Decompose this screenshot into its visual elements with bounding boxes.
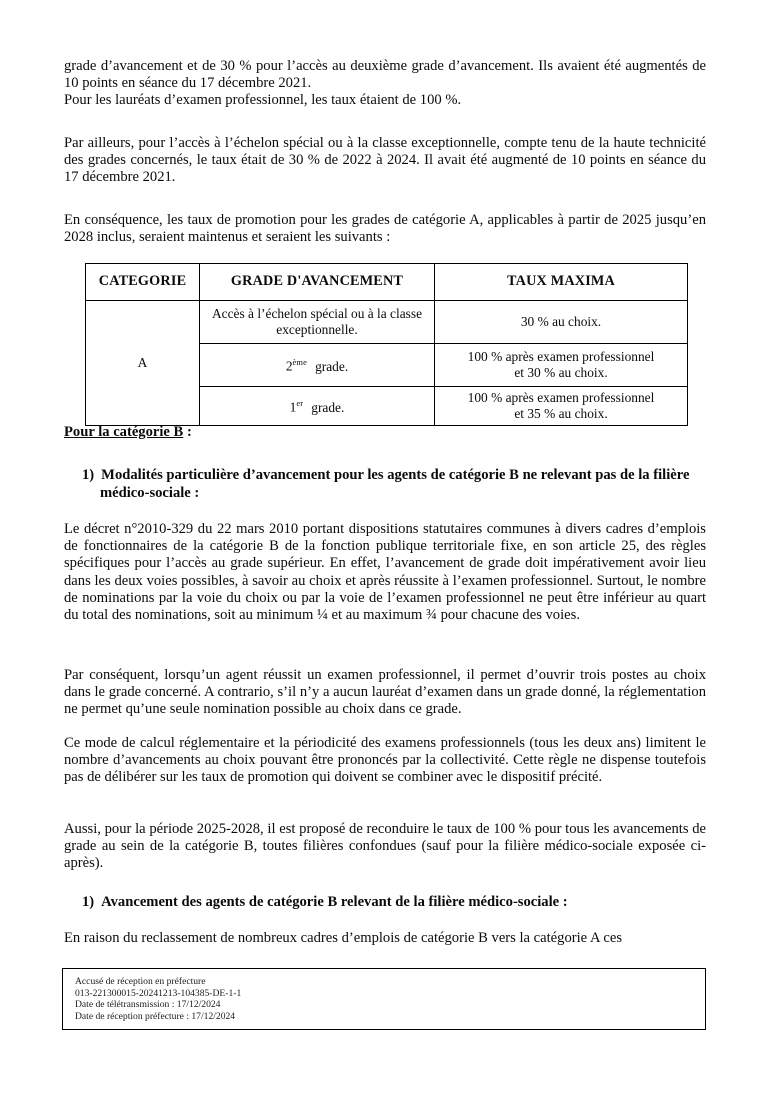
section-heading-categorie-b — [64, 424, 706, 441]
numbered-item-1-number: 1) — [82, 467, 95, 483]
paragraph-decret-2010-329: Le décret n°2010-329 du 22 mars 2010 portant dispositions statutaires communes à divers cadres d’emplois de fonctionnaires de la catégorie B de la fonction publique territoriale fixe, en son article 25, des règles spécifiques pour l’accès au grade supérieur. En effet, l’avancement de grade doit impérativement avoir lieu dans les deux voies possibles, à savoir au choix et après réussite à l’examen professionnel. Surtout, le nombre de nominations par la voie du choix ou par la voie de l’examen professionnel ne peut être inférieur au quart du total des nominations, soit au minimum ¼ et au maximum ¾ pour chacune des voies. — [64, 521, 706, 624]
numbered-item-2-wrapper — [64, 894, 706, 912]
paragraph-mode-de-calcul: Ce mode de calcul réglementaire et la périodicité des examens professionnels (tous les deux ans) limitent le nombre d’avancements au choix pouvant être prononcés par la collectivité. Cette règle ne dispense toutefois pas de délibérer sur les taux de promotion qui doivent se combiner avec le dispositif précité. — [64, 735, 706, 786]
document-body-par-ailleurs — [64, 135, 706, 187]
paragraph-en-raison-reclassement: En raison du reclassement de nombreux cadres d’emplois de catégorie B vers la catégorie A ces — [64, 930, 623, 946]
table-row — [86, 301, 688, 344]
grade-superscript-er: er — [296, 399, 304, 409]
table-cell-taux-echelon-special: 30 % au choix. — [435, 301, 688, 344]
grade-number-1: 1 — [289, 399, 297, 415]
table-header-taux-maxima: TAUX MAXIMA — [435, 264, 688, 301]
stamp-line-teletransmission: Date de télétransmission : 17/12/2024 — [75, 999, 221, 1011]
promotion-rates-table — [85, 263, 688, 426]
numbered-item-1-wrapper — [64, 467, 706, 502]
paragraph-en-consequence: En conséquence, les taux de promotion pour les grades de catégorie A, applicables à partir de 2025 jusqu’en 2028 inclus, seraient maintenus et seraient les suivants : — [64, 212, 706, 246]
table-header-row — [86, 264, 688, 301]
document-body-en-consequence — [64, 212, 706, 246]
paragraph-par-consequent-wrapper — [64, 667, 706, 719]
grade-number-2: 2 — [285, 358, 293, 374]
grade-superscript-eme: ème — [292, 358, 308, 368]
numbered-item-1-text: Modalités particulière d’avancement pour les agents de catégorie B ne relevant pas de la filière médico-sociale : — [100, 467, 690, 501]
paragraph-par-ailleurs: Par ailleurs, pour l’accès à l’échelon spécial ou à la classe exceptionnelle, compte tenu de la haute technicité des grades concernés, le taux était de 30 % de 2022 à 2024. Il avait été augmenté de 10 points en séance du 17 décembre 2021. — [64, 135, 706, 186]
taux-2eme-line1: 100 % après examen professionnel — [467, 349, 655, 365]
table-header-grade-avancement: GRADE D'AVANCEMENT — [200, 264, 435, 301]
taux-2eme-line2: et 30 % au choix. — [514, 365, 608, 380]
paragraph-laureats-examen: Pour les lauréats d’examen professionnel, les taux étaient de 100 %. — [64, 92, 462, 109]
stamp-line-accuse: Accusé de réception en préfecture — [75, 976, 206, 987]
table-cell-taux-1er — [435, 387, 688, 426]
numbered-item-2-text: Avancement des agents de catégorie B relevant de la filière médico-sociale : — [101, 894, 568, 910]
section-heading-suffix: : — [183, 424, 192, 440]
numbered-item-1 — [64, 467, 706, 502]
paragraph-grade-avancement: grade d’avancement et de 30 % pour l’accès au deuxième grade d’avancement. Ils avaient été augmentés de 10 points en séance du 17 décembre 2021. — [64, 58, 706, 92]
paragraph-aussi-periode: Aussi, pour la période 2025-2028, il est proposé de reconduire le taux de 100 % pour tous les avancements de grade au sein de la catégorie B, toutes filières confondues (sauf pour la filière médico-sociale exposée ci-après). — [64, 821, 706, 872]
paragraph-decret-wrapper — [64, 521, 706, 624]
taux-1er-line2: et 35 % au choix. — [514, 406, 608, 421]
table-cell-grade-1er — [200, 387, 435, 426]
paragraph-par-consequent: Par conséquent, lorsqu’un agent réussit un examen professionnel, il permet d’ouvrir trois postes au choix dans le grade concerné. A contrario, s’il n’y a aucun lauréat d’examen dans un grade donné, la réglementation ne permet qu’une seule nomination possible au choix dans ce grade. — [64, 667, 706, 718]
prefecture-receipt-stamp — [62, 968, 706, 1030]
section-heading-categorie-b-wrapper — [64, 424, 706, 441]
grade-word-1er: grade. — [311, 399, 345, 415]
table-cell-taux-2eme — [435, 344, 688, 387]
table-cell-grade-echelon-special: Accès à l’échelon spécial ou à la classe exceptionnelle. — [200, 301, 435, 344]
table-cell-category-a: A — [86, 301, 200, 426]
stamp-line-reference: 013-221300015-20241213-104385-DE-1-1 — [75, 987, 242, 999]
promotion-rates-table-wrapper — [85, 263, 687, 426]
stamp-line-reception: Date de réception préfecture : 17/12/2024 — [75, 1010, 236, 1022]
document-body-top — [64, 58, 706, 110]
table-header-categorie: CATEGORIE — [86, 264, 200, 301]
numbered-item-2-number: 1) — [82, 894, 95, 910]
paragraph-aussi-wrapper — [64, 821, 706, 873]
table-cell-grade-2eme — [200, 344, 435, 387]
paragraph-mode-calcul-wrapper — [64, 735, 706, 787]
section-heading-label: Pour la catégorie B — [64, 424, 184, 440]
grade-word-2eme: grade. — [315, 358, 349, 374]
taux-1er-line1: 100 % après examen professionnel — [467, 390, 655, 406]
numbered-item-2 — [64, 894, 706, 912]
paragraph-en-raison-wrapper — [64, 930, 706, 947]
stamp-text-block — [63, 969, 705, 1022]
